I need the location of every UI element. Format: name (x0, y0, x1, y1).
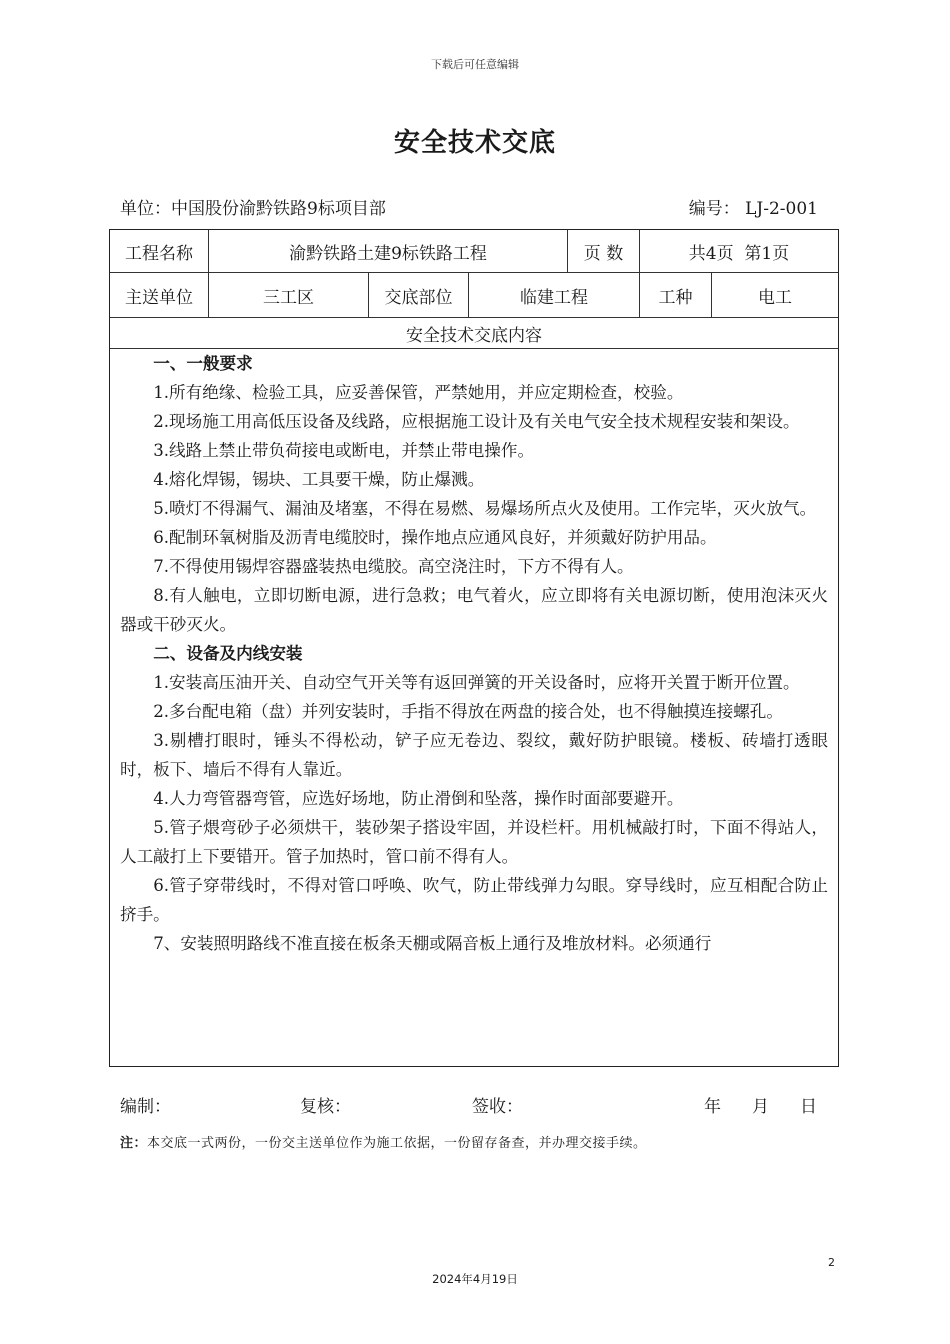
trade-label: 工种 (640, 273, 712, 317)
pages-value: 共4页 第1页 (688, 243, 790, 264)
list-item: 6.配制环氧树脂及沥青电缆胶时，操作地点应通风良好，并须戴好防护用品。 (153, 528, 717, 547)
project-name-label: 工程名称 (110, 230, 209, 272)
section-heading: 一、一般要求 (153, 354, 253, 373)
receiver-label: 签收： (472, 1097, 523, 1117)
send-unit-label: 主送单位 (110, 273, 209, 317)
page-number: 2 (828, 1256, 835, 1269)
document-code: 编号： LJ-2-001 (688, 199, 818, 219)
document-title: 安全技术交底 (393, 128, 556, 158)
list-item: 8.有人触电，立即切断电源，进行急救；电气着火，应立即将有关电源切断，使用泡沫灭火器或干砂灭火。 (120, 586, 828, 634)
editor-label: 编制： (120, 1097, 171, 1117)
list-item: 1.所有绝缘、检验工具，应妥善保管，严禁她用，并应定期检查，校验。 (153, 383, 684, 402)
pages-label: 页 数 (568, 230, 640, 272)
unit-text: 单位：中国股份渝黔铁路9标项目部 (120, 199, 386, 219)
disclosure-content (110, 349, 838, 1066)
part-label: 交底部位 (369, 273, 469, 317)
part-value: 临建工程 (469, 273, 640, 317)
list-item: 5.管子煨弯砂子必须烘干，装砂架子搭设牢固，并设栏杆。用机械敲打时，下面不得站人，人工敲打上下要错开。管子加热时，管口前不得有人。 (120, 818, 828, 866)
day-label: 日 (800, 1097, 817, 1117)
download-note: 下载后可任意编辑 (431, 58, 519, 71)
trade-value: 电工 (758, 287, 792, 308)
table-row-project (110, 230, 838, 273)
list-item: 7.不得使用锡焊容器盛装热电缆胶。高空浇注时，下方不得有人。 (153, 557, 634, 576)
footer-date: 2024年4月19日 (432, 1272, 518, 1286)
footnote-text: 本交底一式两份，一份交主送单位作为施工依据，一份留存备查，并办理交接手续。 (147, 1136, 647, 1151)
year-label: 年 (704, 1097, 721, 1117)
month-label: 月 (752, 1097, 769, 1117)
reviewer-label: 复核： (300, 1097, 351, 1117)
list-item: 1.安装高压油开关、自动空气开关等有返回弹簧的开关设备时，应将开关置于断开位置。 (153, 673, 800, 692)
list-item: 5.喷灯不得漏气、漏油及堵塞，不得在易燃、易爆场所点火及使用。工作完毕，灭火放气。 (153, 499, 817, 518)
list-item: 4.人力弯管器弯管，应选好场地，防止滑倒和坠落，操作时面部要避开。 (153, 789, 684, 808)
table-row-content-header (110, 318, 838, 349)
unit-line (120, 194, 818, 220)
project-name-value: 渝黔铁路土建9标铁路工程 (209, 230, 568, 272)
table-row-send-unit (110, 273, 838, 318)
list-item: 6.管子穿带线时，不得对管口呼唤、吹气，防止带线弹力勾眼。穿导线时，应互相配合防止挤手。 (120, 876, 828, 924)
list-item: 2.多台配电箱（盘）并列安装时，手指不得放在两盘的接合处，也不得触摸连接螺孔。 (153, 702, 783, 721)
content-header: 安全技术交底内容 (406, 325, 542, 346)
list-item: 4.熔化焊锡，锡块、工具要干燥，防止爆溅。 (153, 470, 485, 489)
footnote (120, 1132, 840, 1151)
send-unit-value: 三工区 (209, 273, 369, 317)
signature-line (120, 1092, 820, 1116)
footnote-label: 注： (120, 1136, 148, 1151)
disclosure-table (109, 229, 839, 1067)
list-item: 7、安装照明路线不准直接在板条天棚或隔音板上通行及堆放材料。必须通行 (153, 934, 712, 953)
list-item: 2.现场施工用高低压设备及线路，应根据施工设计及有关电气安全技术规程安装和架设。 (153, 412, 800, 431)
list-item: 3.剔槽打眼时，锤头不得松动，铲子应无卷边、裂纹，戴好防护眼镜。楼板、砖墙打透眼时，板下、墙后不得有人靠近。 (120, 731, 828, 779)
list-item: 3.线路上禁止带负荷接电或断电，并禁止带电操作。 (153, 441, 535, 460)
section-heading: 二、设备及内线安装 (153, 644, 303, 663)
